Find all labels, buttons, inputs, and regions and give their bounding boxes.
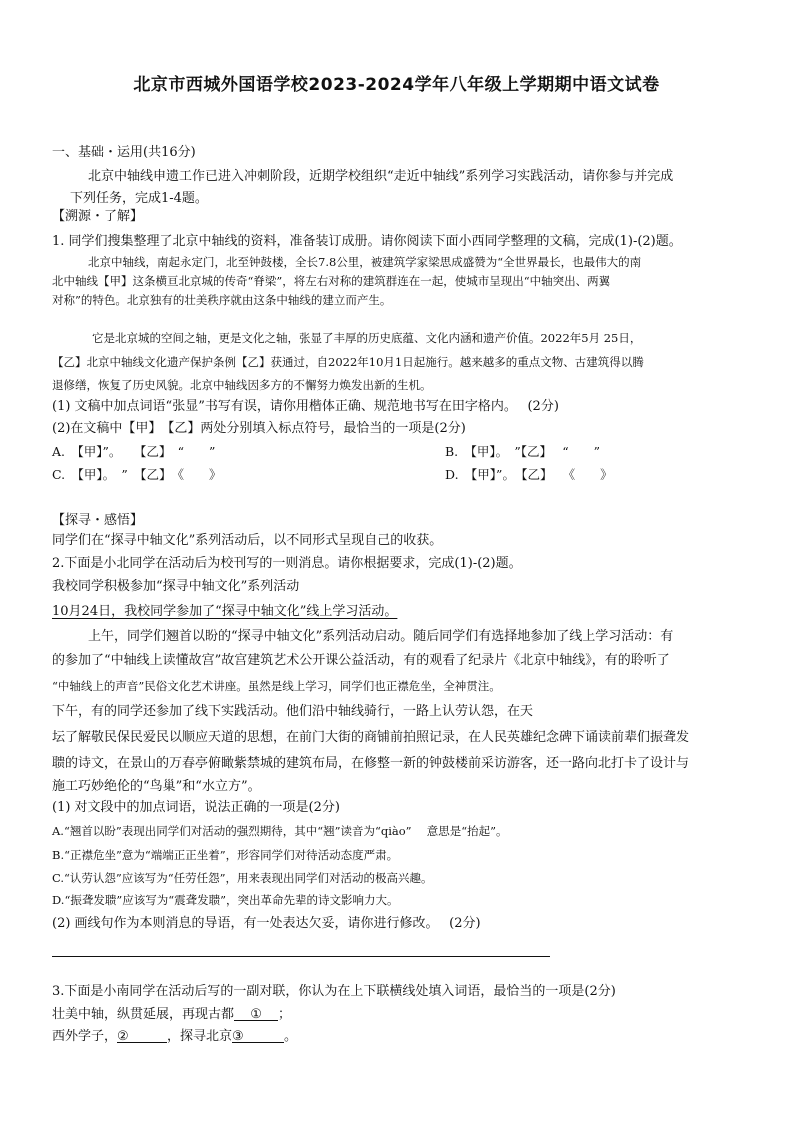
intro-line-2: 下列任务，完成1-4题。	[70, 191, 208, 206]
page-title: 北京市西城外国语学校2023-2024学年八年级上学期期中语文试卷	[133, 75, 660, 95]
news-title: 我校同学积极参加“探寻中轴文化”系列活动	[52, 579, 300, 594]
question-1-2: (2)在文稿中【甲】 【乙】两处分别填入标点符号，最恰当的一项是(2分)	[52, 421, 466, 436]
couplet-lower-text: 西外学子，	[52, 1029, 118, 1044]
news-lead-underlined: 10月24日，我校同学参加了“探寻中轴文化”线上学习活动。	[52, 604, 398, 619]
section-heading: 一、基础・运用(共16分)	[52, 145, 196, 160]
question-2-1: (1) 对文段中的加点词语，说法正确的一项是(2分)	[52, 800, 340, 815]
answer-line[interactable]	[52, 956, 550, 957]
passage1-line-2: 北中轴线【甲】这条横亘北京城的传奇“脊梁”，将左右对称的建筑群连在一起，使城市呈现出“中轴突出、两翼	[52, 274, 611, 288]
option-d: D. 【甲】”。 【乙】 《 》	[445, 467, 613, 482]
couplet-upper-text: 壮美中轴，纵贯延展，再现古都	[52, 1007, 235, 1022]
question-2-2: (2) 画线句作为本则消息的导语，有一处表达欠妥，请你进行修改。 (2分)	[52, 916, 481, 931]
news-para1-line-1: 上午，同学们翘首以盼的“探寻中轴文化”系列活动启动。随后同学们有选择地参加了线上学习活动：有	[88, 629, 674, 644]
q2-option-c: C.“认劳认怨”应该写为“任劳任怨”，用来表现出同学们对活动的极高兴趣。	[52, 871, 433, 885]
question-1-1: (1) 文稿中加点词语“张显”书写有误，请你用楷体正确、规范地书写在田字格内。 (2分)	[52, 399, 559, 414]
option-a: A. 【甲】”。 【乙】 “ ”	[52, 444, 216, 459]
q2-option-d: D.“振聋发聩”应该写为“震聋发聩”，突出革命先辈的诗文影响力大。	[52, 893, 399, 907]
question-1: 1. 同学们搜集整理了北京中轴线的资料，准备装订成册。请你阅读下面小西同学整理的文稿，完成(1)-(2)题。	[52, 234, 682, 249]
news-para1-line-3: “中轴线上的声音”民俗文化艺术讲座。虽然是线上学习，同学们也正襟危坐，全神贯注。	[52, 679, 501, 693]
passage2-line-2: 【乙】北京中轴线文化遗产保护条例【乙】获通过，自2022年10月1日起施行。越来越多的重点文物、古建筑得以腾	[52, 355, 644, 369]
couplet-lower: 西外学子，② ，探寻北京③ 。	[52, 1029, 298, 1044]
subheading-trace: 【溯源・了解】	[52, 209, 144, 224]
explore-intro: 同学们在“探寻中轴文化”系列活动后，以不同形式呈现自己的收获。	[52, 533, 443, 548]
news-para2-line-3: 聩的诗文，在景山的万春亭俯瞰紫禁城的建筑布局，在修整一新的钟鼓楼前采访游客，还一路向北打卡了设计与	[52, 756, 690, 771]
couplet-blank-1[interactable]: ①	[234, 1006, 278, 1021]
passage1-line-3: 对称”的特色。北京独有的壮美秩序就由这条中轴线的建立而产生。	[52, 293, 392, 307]
passage1-line-1: 北京中轴线，南起永定门，北至钟鼓楼，全长7.8公里，被建筑学家梁思成盛赞为“全世界最长，也最伟大的南	[88, 255, 642, 269]
couplet-blank-3[interactable]: ③	[232, 1028, 284, 1043]
q2-option-b: B.“正襟危坐”意为“端端正正坐着”，形容同学们对待活动态度严肃。	[52, 848, 399, 862]
question-2: 2.下面是小北同学在活动后为校刊写的一则消息。请你根据要求，完成(1)-(2)题。	[52, 556, 522, 571]
couplet-blank-2[interactable]: ②	[117, 1028, 167, 1043]
q2-option-a: A.“翘首以盼”表现出同学们对活动的强烈期待，其中“翘”读音为“qiào” 意思是“抬起”。	[52, 824, 508, 838]
couplet-upper: 壮美中轴，纵贯延展，再现古都 ① ；	[52, 1007, 292, 1022]
passage2-line-3: 退修缮，恢复了历史风貌。北京中轴线因多方的不懈努力焕发出新的生机。	[52, 378, 432, 392]
option-b: B. 【甲】。 ”【乙】 “ ”	[445, 444, 601, 459]
passage2-line-1: 它是北京城的空间之轴，更是文化之轴，张显了丰厚的历史底蕴、文化内涵和遗产价值。2022年5月 25日，	[92, 331, 642, 345]
intro-line-1: 北京中轴线申遗工作已进入冲刺阶段，近期学校组织“走近中轴线”系列学习实践活动，请你参与并完成	[88, 169, 674, 184]
subheading-explore: 【探寻・感悟】	[52, 513, 144, 528]
news-para2-line-4: 施工巧妙绝伦的“鸟巢”和“水立方”。	[52, 779, 261, 794]
news-para2-line-1: 下午，有的同学还参加了线下实践活动。他们沿中轴线骑行，一路上认劳认怨，在天	[52, 704, 534, 719]
news-para2-line-2: 坛了解敬民保民爱民以顺应天道的思想，在前门大街的商铺前拍照记录，在人民英雄纪念碑下诵读前辈们振聋发	[52, 730, 690, 745]
option-c: C. 【甲】。 ” 【乙】 《 》	[52, 467, 222, 482]
news-para1-line-2: 的参加了“中轴线上读懂故宫”故宫建筑艺术公开课公益活动，有的观看了纪录片《北京中轴线》，有的聆听了	[52, 653, 670, 668]
question-3: 3.下面是小南同学在活动后写的一副对联，你认为在上下联横线处填入词语，最恰当的一项是(2分)	[52, 984, 616, 999]
